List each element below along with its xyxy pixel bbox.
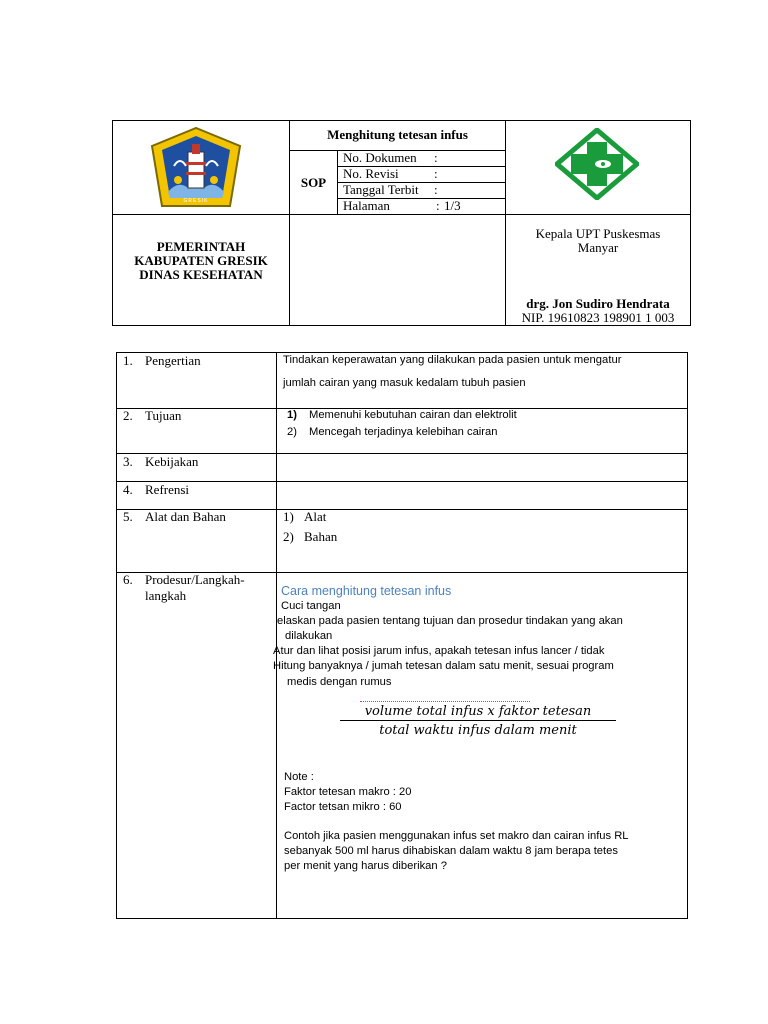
head-title-line: Manyar: [577, 240, 619, 255]
doc-field-2: [343, 182, 503, 198]
list-num: 1): [283, 509, 294, 524]
government-line: DINAS KESEHATAN: [139, 267, 263, 282]
head-office-title: [506, 227, 690, 255]
row-label-cont: langkah: [145, 588, 187, 603]
note-title: Note :: [284, 771, 314, 783]
example-line: sebanyak 500 ml harus dihabiskan dalam waktu 8 jam berapa tetes: [284, 845, 618, 857]
example-line: Contoh jika pasien menggunakan infus set makro dan cairan infus RL: [284, 830, 629, 842]
procedure-line: elaskan pada pasien tentang tujuan dan prosedur tindakan yang akan: [277, 615, 623, 627]
procedure-line: Atur dan lihat posisi jarum infus, apakah tetesan infus lancer / tidak: [273, 645, 605, 657]
list-text: Memenuhi kebutuhan cairan dan elektrolit: [309, 409, 517, 421]
row-tujuan-label: [123, 408, 273, 424]
row-num: 3.: [123, 454, 133, 469]
government-line: PEMERINTAH: [156, 239, 246, 254]
row-num: 6.: [123, 572, 133, 587]
pengertian-line-2: jumlah cairan yang masuk kedalam tubuh pasien: [283, 377, 526, 389]
formula-denominator: total waktu infus dalam menit: [379, 723, 577, 738]
procedure-line: dilakukan: [285, 630, 333, 642]
row-prosedur-label: [123, 572, 273, 603]
doc-field-sep: :: [434, 166, 438, 181]
list-text: Mencegah terjadinya kelebihan cairan: [309, 426, 498, 438]
row-num: 4.: [123, 482, 133, 497]
doc-field-label: Tanggal Terbit: [343, 182, 419, 197]
row-label: Pengertian: [145, 353, 201, 368]
head-nip: NIP. 19610823 198901 1 003: [521, 310, 675, 325]
doc-field-3: [343, 198, 503, 214]
doc-field-1: [343, 166, 503, 182]
row-label: Refrensi: [145, 482, 190, 497]
pengertian-line-1: Tindakan keperawatan yang dilakukan pada pasien untuk mengatur: [283, 354, 622, 366]
fraction-bar: [340, 720, 616, 721]
row-label: Kebijakan: [145, 454, 199, 469]
row-pengertian-label: [123, 353, 273, 369]
note-line: Factor tetsan mikro : 60: [284, 801, 402, 813]
example-line: per menit yang harus diberikan ?: [284, 860, 447, 872]
row-label: Prodesur/Langkah-: [145, 572, 245, 587]
list-text: Alat: [304, 509, 327, 524]
row-num: 5.: [123, 509, 133, 524]
alat-item-1: [283, 509, 327, 525]
logo-text: GRESIK: [183, 198, 209, 204]
list-num: 2): [283, 529, 294, 544]
doc-field-sep: :: [434, 182, 438, 197]
document-title: Menghitung tetesan infus: [327, 127, 468, 142]
doc-field-sep: :: [436, 198, 440, 213]
tujuan-item-2: [287, 426, 498, 438]
list-num: 1): [287, 409, 297, 421]
sop-label: SOP: [300, 175, 327, 190]
doc-field-sep: :: [434, 150, 438, 165]
row-num: 2.: [123, 408, 133, 423]
list-num: 2): [287, 426, 297, 438]
list-text: Bahan: [304, 529, 338, 544]
doc-field-label: Halaman: [343, 198, 390, 213]
doc-field-label: No. Dokumen: [343, 150, 417, 165]
doc-field-label: No. Revisi: [343, 166, 399, 181]
doc-field-value: 1/3: [444, 198, 461, 213]
row-label: Alat dan Bahan: [145, 509, 226, 524]
procedure-line: Hitung banyaknya / jumah tetesan dalam satu menit, sesuai program: [273, 660, 614, 672]
row-label: Tujuan: [145, 408, 182, 423]
puskesmas-logo: [555, 128, 639, 200]
formula-marker: [360, 701, 530, 702]
note-line: Faktor tetesan makro : 20: [284, 786, 412, 798]
government-line: KABUPATEN GRESIK: [134, 253, 268, 268]
government-title: [113, 240, 289, 282]
row-num: 1.: [123, 353, 133, 368]
procedure-line: medis dengan rumus: [287, 676, 392, 688]
row-kebijakan-label: [123, 454, 273, 470]
tujuan-item-1: [287, 409, 517, 421]
procedure-line: Cuci tangan: [281, 600, 341, 612]
head-title-line: Kepala UPT Puskesmas: [535, 226, 661, 241]
procedure-heading: Cara menghitung tetesan infus: [281, 584, 452, 598]
gresik-logo: [148, 126, 244, 212]
doc-field-0: [343, 150, 503, 166]
formula: [338, 704, 618, 738]
row-refrensi-label: [123, 482, 273, 498]
head-name: drg. Jon Sudiro Hendrata: [526, 296, 670, 311]
formula-numerator: volume total infus x faktor tetesan: [364, 704, 592, 719]
alat-item-2: [283, 529, 338, 545]
row-alat-label: [123, 509, 273, 525]
